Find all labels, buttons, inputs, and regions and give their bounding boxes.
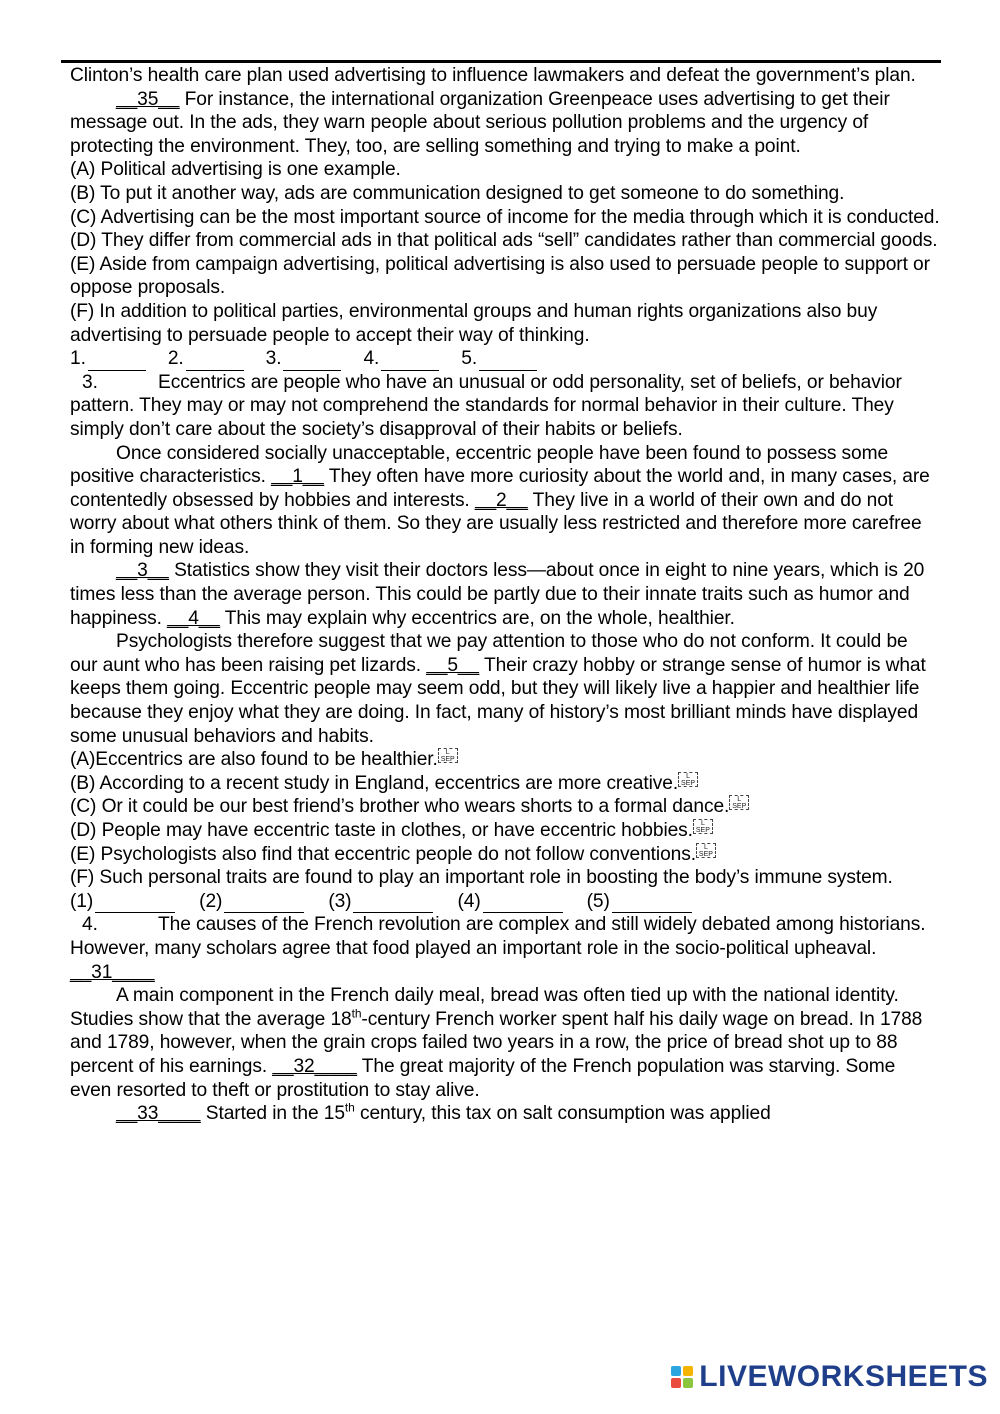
part3-answer-5: (5) [587,890,692,914]
part4-number: 4. [82,914,98,936]
part3-paragraph-1: 3. Eccentrics are people who have an unusual or odd personality, set of beliefs, or behavior pattern. They may or may not comprehend the standards for normal behavior in their culture. They simply don’t care about the society’s disapproval of their habits or beliefs. [70,371,902,440]
part3-paragraph-4: Psychologists therefore suggest that we pay attention to those who do not conform. It could be our aunt who has been raising pet lizards. __5__ Their crazy hobby or strange sense of humor is what keeps them going. Eccentric people may seem odd, but they will likely live a happier and healthier life because they enjoy what they are doing. In fact, many of history’s most brilliant minds have displayed some unusual behaviors and habits. [70,631,926,747]
answer-field-5[interactable] [479,352,537,371]
blank-2[interactable]: __2__ [474,489,528,511]
part3-number: 3. [82,371,98,393]
part2-option-b: (B) To put it another way, ads are communication designed to get someone to do something. [70,182,845,204]
part2-option-d: (D) They differ from commercial ads in that political ads “sell” candidates rather than commercial goods. [70,230,938,252]
part2-answer-5: 5. [461,347,537,371]
sep-glyph-icon: L SEP [678,772,698,787]
blank-1[interactable]: __1__ [271,466,324,488]
part4-paragraph-2: A main component in the French daily meal, bread was often tied up with the national identity. Studies show that the average 18th-century French worker spent half his daily wage on bread. In 1788 and 1789, however, when the grain crops failed two years in a row, the price of bread shot up to 88 percent of his earnings. __32____ The great majority of the French population was starving. Some even resorted to theft or prostitution to stay alive. [70,985,923,1101]
part3-answer-2: (2) [199,890,304,914]
part2-option-c: (C) Advertising can be the most important source of income for the media through which it is conducted. [70,206,940,228]
liveworksheets-brand: LIVEWORKSHEETS [699,1360,988,1393]
liveworksheets-logo [671,1360,988,1394]
blank-32[interactable]: __32____ [272,1055,357,1077]
part3-option-a: (A)Eccentrics are also found to be healthier. L SEP [70,748,940,772]
part3-option-d: (D) People may have eccentric taste in clothes, or have eccentric hobbies. L SEP [70,819,940,843]
logo-square-2 [683,1366,693,1376]
part4-paragraph-1: 4. The causes of the French revolution are complex and still widely debated among historians. However, many scholars agree that food played an important role in the socio-political upheaval. __31____ [70,914,926,983]
answer-field-1[interactable] [88,352,146,371]
part3-option-e: (E) Psychologists also find that eccentric people do not follow conventions. L SEP [70,843,940,867]
part3-option-b: (B) According to a recent study in England, eccentrics are more creative. L SEP [70,772,940,796]
blank-4[interactable]: __4__ [167,607,220,629]
part2-answer-1: 1. [70,347,146,371]
part2-option-a: (A) Political advertising is one example. [70,159,401,181]
part3-paragraph-2: Once considered socially unacceptable, eccentric people have been found to possess some positive characteristics. __1__ They often have more curiosity about the world and, in many cases, are contentedly obsessed by hobbies and interests. __2__ They live in a world of their own and do not worry about what others think of them. So they are usually less restricted and therefore more carefree in forming new ideas. [70,442,930,558]
answer-field-2[interactable] [224,894,304,913]
blank-3[interactable]: __3__ [116,560,169,582]
sep-glyph-icon: L SEP [696,843,716,858]
logo-square-1 [671,1366,681,1376]
part2-answer-2: 2. [168,347,244,371]
blank-33[interactable]: __33____ [116,1103,201,1125]
answer-field-2[interactable] [186,352,244,371]
part3-option-c: (C) Or it could be our best friend’s brother who wears shorts to a formal dance. L SEP [70,795,940,819]
blank-31[interactable]: __31____ [70,961,155,983]
part3-answer-1: (1) [70,890,175,914]
logo-square-4 [683,1378,693,1388]
part2-answer-4: 4. [363,347,439,371]
part2-answer-row [70,347,940,371]
part3-answer-row [70,890,940,914]
sep-glyph-icon: L SEP [729,795,749,810]
liveworksheets-logo-icon [671,1366,693,1388]
part2-option-e: (E) Aside from campaign advertising, political advertising is also used to persuade people to support or oppose proposals. [70,253,930,299]
part2-paragraph-35: __35__ For instance, the international organization Greenpeace uses advertising to get their message out. In the ads, they warn people about serious pollution problems and the urgency of protecting the environment. They, too, are selling something and trying to make a point. [70,88,890,157]
part3-answer-4: (4) [457,890,562,914]
sep-glyph-icon: L SEP [693,819,713,834]
answer-field-1[interactable] [95,894,175,913]
part3-option-f: (F) Such personal traits are found to play an important role in boosting the body’s immune system. [70,867,893,889]
worksheet-page [70,64,940,1126]
part2-answer-3: 3. [266,347,342,371]
blank-35[interactable]: __35__ [116,88,180,110]
answer-field-3[interactable] [353,894,433,913]
part3-paragraph-3: __3__ Statistics show they visit their doctors less—about once in eight to nine years, which is 20 times less than the average person. This could be partly due to their innate traits such as humor and happiness. __4__ This may explain why eccentrics are, on the whole, healthier. [70,560,925,629]
part2-option-f: (F) In addition to political parties, environmental groups and human rights organizations also buy advertising to persuade people to accept their way of thinking. [70,300,878,346]
logo-square-3 [671,1378,681,1388]
part4-paragraph-3: __33____ Started in the 15th century, this tax on salt consumption was applied [116,1100,771,1125]
answer-field-5[interactable] [612,894,692,913]
sep-glyph-icon: L SEP [438,748,458,763]
answer-field-4[interactable] [381,352,439,371]
blank-5[interactable]: __5__ [426,654,480,676]
answer-field-4[interactable] [483,894,563,913]
part3-answer-3: (3) [328,890,433,914]
part2-intro-paragraph: Clinton’s health care plan used advertising to influence lawmakers and defeat the government’s plan. [70,65,916,86]
top-rule [61,60,941,63]
answer-field-3[interactable] [283,352,341,371]
